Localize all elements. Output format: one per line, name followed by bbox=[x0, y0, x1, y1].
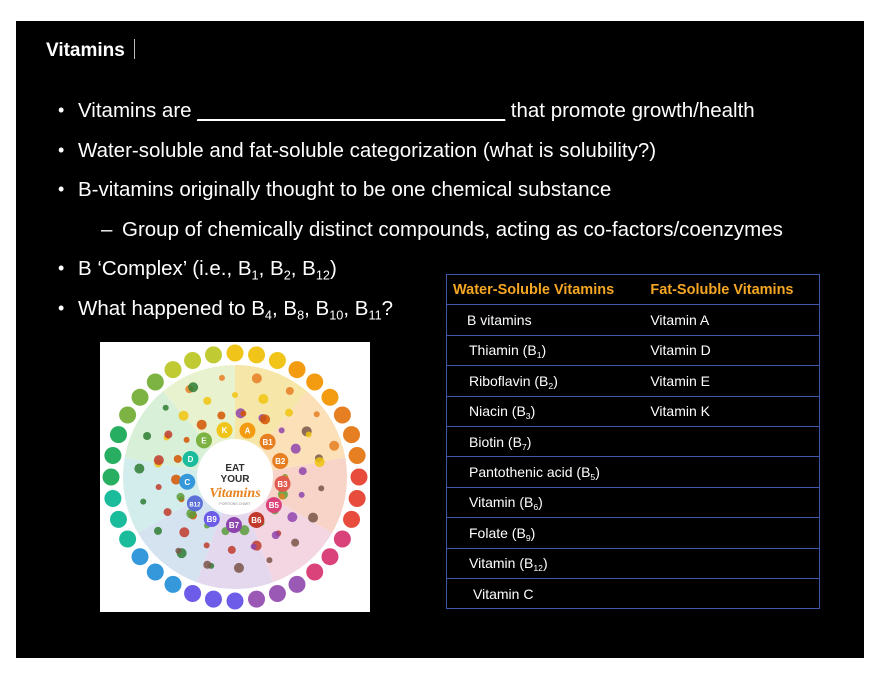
slide-title bbox=[46, 39, 135, 62]
food-illustration bbox=[299, 492, 305, 498]
fat-soluble-cell bbox=[642, 518, 819, 548]
food-illustration bbox=[314, 411, 320, 417]
fat-soluble-cell: Vitamin E bbox=[642, 366, 819, 396]
food-illustration bbox=[315, 457, 325, 467]
bullet-b-complex: • B ‘Complex’ (i.e., $B_1$, $B_2$, $B_{12}$) bbox=[78, 249, 858, 289]
food-icon-circle bbox=[343, 426, 360, 443]
vitamin-label-text: A bbox=[244, 426, 251, 436]
vitamin-label-text: B6 bbox=[251, 515, 262, 525]
food-illustration bbox=[179, 411, 189, 421]
food-icon-circle bbox=[248, 346, 265, 363]
food-icon-circle bbox=[165, 576, 182, 593]
sub-bullet-compounds: – Group of chemically distinct compounds, acting as co-factors/coenzymes bbox=[78, 210, 858, 250]
fat-soluble-cell: Vitamin A bbox=[642, 305, 819, 335]
water-soluble-cell: Vitamin $(B_{12})$ bbox=[447, 548, 643, 578]
table-header-row bbox=[447, 275, 820, 305]
slide bbox=[16, 21, 864, 658]
food-illustration bbox=[285, 409, 293, 417]
food-icon-circle bbox=[321, 548, 338, 565]
table-row bbox=[447, 457, 820, 487]
food-illustration bbox=[188, 382, 198, 392]
food-illustration bbox=[154, 527, 162, 535]
fat-soluble-cell bbox=[642, 457, 819, 487]
vitamin-wheel-image bbox=[100, 342, 370, 612]
fat-soluble-cell bbox=[642, 426, 819, 456]
food-illustration bbox=[232, 392, 238, 398]
food-illustration bbox=[279, 494, 285, 500]
food-illustration bbox=[203, 561, 211, 569]
food-illustration bbox=[154, 455, 164, 465]
food-illustration bbox=[258, 394, 268, 404]
food-illustration bbox=[318, 485, 324, 491]
table-row bbox=[447, 578, 820, 608]
food-icon-circle bbox=[306, 563, 323, 580]
food-icon-circle bbox=[110, 511, 127, 528]
food-illustration bbox=[272, 531, 280, 539]
vitamin-label-text: B7 bbox=[228, 520, 240, 530]
food-illustration bbox=[252, 373, 262, 383]
fat-soluble-cell: Vitamin D bbox=[642, 335, 819, 365]
title-divider bbox=[134, 39, 135, 59]
food-illustration bbox=[279, 427, 285, 433]
food-icon-circle bbox=[119, 407, 136, 424]
food-icon-circle bbox=[289, 576, 306, 593]
food-icon-circle bbox=[349, 447, 366, 464]
fat-soluble-cell bbox=[642, 487, 819, 517]
food-icon-circle bbox=[205, 346, 222, 363]
poster-vitamins-text: Vitamins bbox=[209, 486, 261, 501]
food-illustration bbox=[260, 414, 270, 424]
food-illustration bbox=[203, 397, 211, 405]
food-illustration bbox=[266, 557, 272, 563]
vitamins-table bbox=[446, 274, 820, 609]
food-icon-circle bbox=[306, 374, 323, 391]
water-soluble-cell: Vitamin C bbox=[447, 578, 643, 608]
food-illustration bbox=[174, 455, 182, 463]
food-icon-circle bbox=[334, 531, 351, 548]
food-illustration bbox=[156, 484, 162, 490]
eat-your-vitamins-poster bbox=[100, 342, 370, 612]
water-soluble-cell: Folate $(B_9)$ bbox=[447, 518, 643, 548]
bullet-vitamins-definition: • Vitamins are ___________________________ that promote growth/health bbox=[78, 91, 858, 131]
vitamin-label-text: B2 bbox=[275, 456, 286, 466]
water-soluble-cell: Biotin $(B_7)$ bbox=[447, 426, 643, 456]
food-illustration bbox=[234, 563, 244, 573]
bullet-solubility: • Water-soluble and fat-soluble categorization (what is solubility?) bbox=[78, 131, 858, 171]
vitamin-label-text: D bbox=[187, 455, 194, 465]
fat-soluble-cell bbox=[642, 548, 819, 578]
food-illustration bbox=[140, 499, 146, 505]
food-illustration bbox=[329, 441, 339, 451]
poster-eat-text: EAT bbox=[225, 463, 245, 474]
food-illustration bbox=[184, 437, 190, 443]
slide-title-text: Vitamins bbox=[46, 40, 125, 61]
vitamin-label-text: B12 bbox=[189, 502, 201, 509]
water-soluble-cell: Riboflavin $(B_2)$ bbox=[447, 366, 643, 396]
table-row bbox=[447, 426, 820, 456]
header-water-soluble: Water-Soluble Vitamins bbox=[447, 275, 643, 305]
food-illustration bbox=[308, 513, 318, 523]
water-soluble-cell: Vitamin $(B_6)$ bbox=[447, 487, 643, 517]
food-icon-circle bbox=[334, 407, 351, 424]
food-icon-circle bbox=[132, 548, 149, 565]
food-icon-circle bbox=[269, 585, 286, 602]
food-icon-circle bbox=[269, 352, 286, 369]
food-icon-circle bbox=[147, 563, 164, 580]
food-illustration bbox=[291, 444, 301, 454]
water-soluble-cell: Thiamin $(B_1)$ bbox=[447, 335, 643, 365]
food-illustration bbox=[179, 527, 189, 537]
fat-soluble-cell: Vitamin K bbox=[642, 396, 819, 426]
food-illustration bbox=[143, 432, 151, 440]
food-icon-circle bbox=[184, 352, 201, 369]
food-illustration bbox=[240, 411, 246, 417]
vitamin-label-text: E bbox=[201, 436, 207, 446]
food-illustration bbox=[217, 411, 225, 419]
food-icon-circle bbox=[205, 591, 222, 608]
food-icon-circle bbox=[103, 469, 120, 486]
fat-soluble-cell bbox=[642, 578, 819, 608]
poster-your-text: YOUR bbox=[220, 474, 250, 485]
food-illustration bbox=[306, 432, 312, 438]
water-soluble-cell: Niacin $(B_3)$ bbox=[447, 396, 643, 426]
poster-subtitle-text: PORTIONS CHART bbox=[219, 502, 251, 506]
food-illustration bbox=[299, 467, 307, 475]
food-illustration bbox=[286, 387, 294, 395]
vitamin-label-text: B1 bbox=[262, 437, 273, 447]
food-icon-circle bbox=[248, 591, 265, 608]
food-icon-circle bbox=[227, 345, 244, 362]
food-icon-circle bbox=[147, 374, 164, 391]
table-row bbox=[447, 366, 820, 396]
table-row bbox=[447, 548, 820, 578]
food-icon-circle bbox=[351, 469, 368, 486]
food-illustration bbox=[291, 539, 299, 547]
food-icon-circle bbox=[104, 447, 121, 464]
table-row bbox=[447, 487, 820, 517]
food-icon-circle bbox=[165, 361, 182, 378]
table-row bbox=[447, 305, 820, 335]
bullet-what-happened: • What happened to $B_4$, $B_8$, $B_{10}$, $B_{11}$? bbox=[78, 289, 858, 329]
table-row bbox=[447, 518, 820, 548]
food-illustration bbox=[219, 375, 225, 381]
table-row bbox=[447, 396, 820, 426]
bullet-b-vitamins: • B-vitamins originally thought to be one chemical substance bbox=[78, 170, 858, 210]
food-icon-circle bbox=[110, 426, 127, 443]
food-illustration bbox=[176, 493, 184, 501]
water-soluble-cell: Pantothenic acid $(B_5)$ bbox=[447, 457, 643, 487]
food-icon-circle bbox=[119, 531, 136, 548]
food-icon-circle bbox=[184, 585, 201, 602]
food-illustration bbox=[287, 512, 297, 522]
food-illustration bbox=[163, 405, 169, 411]
vitamin-label-text: B3 bbox=[277, 479, 288, 489]
food-icon-circle bbox=[289, 361, 306, 378]
food-icon-circle bbox=[227, 593, 244, 610]
vitamin-label-text: K bbox=[221, 426, 228, 436]
food-illustration bbox=[251, 544, 257, 550]
food-illustration bbox=[204, 542, 210, 548]
food-icon-circle bbox=[321, 389, 338, 406]
food-illustration bbox=[164, 431, 172, 439]
vitamin-label-text: B5 bbox=[268, 501, 280, 511]
vitamin-label-text: B9 bbox=[206, 515, 217, 525]
food-icon-circle bbox=[132, 389, 149, 406]
food-illustration bbox=[164, 508, 172, 516]
food-illustration bbox=[175, 548, 181, 554]
fill-in-blank: ___________________________ bbox=[197, 99, 506, 122]
water-soluble-cell: B vitamins bbox=[447, 305, 643, 335]
food-illustration bbox=[228, 546, 236, 554]
food-icon-circle bbox=[343, 511, 360, 528]
food-icon-circle bbox=[349, 490, 366, 507]
food-illustration bbox=[134, 464, 144, 474]
table-row bbox=[447, 335, 820, 365]
header-fat-soluble: Fat-Soluble Vitamins bbox=[642, 275, 819, 305]
food-icon-circle bbox=[104, 490, 121, 507]
food-illustration bbox=[197, 420, 207, 430]
vitamin-label-text: C bbox=[184, 477, 191, 487]
